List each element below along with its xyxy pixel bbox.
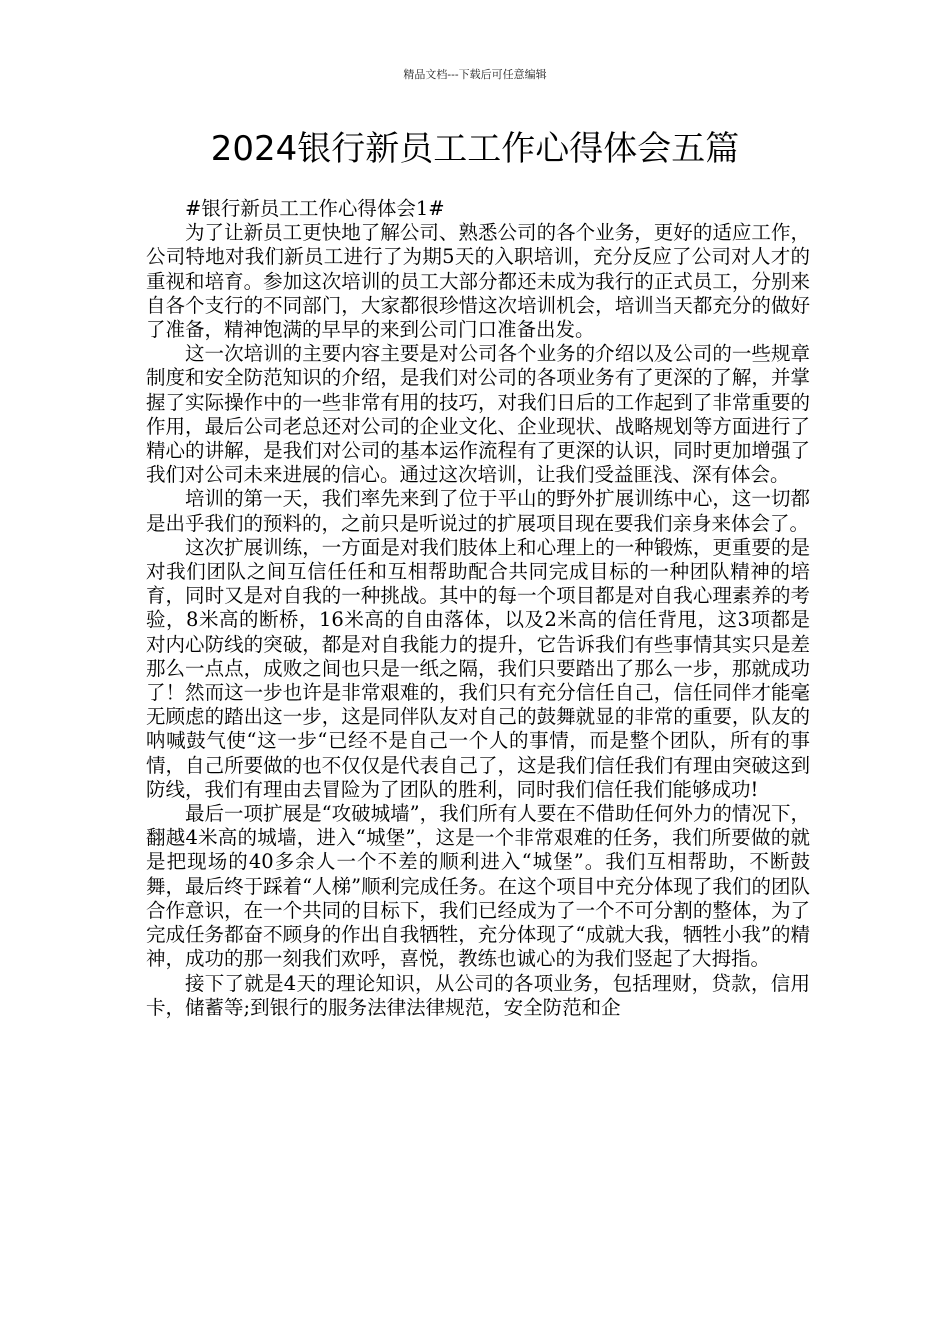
document-body [146, 197, 810, 1020]
paragraph-6: 接下了就是4天的理论知识，从公司的各项业务，包括理财，贷款，信用卡，储蓄等;到银行的服务法律法律规范，安全防范和企 [146, 971, 810, 1019]
paragraph-3: 培训的第一天，我们率先来到了位于平山的野外扩展训练中心，这一切都是出乎我们的预料的，之前只是听说过的扩展项目现在要我们亲身来体会了。 [146, 487, 810, 535]
section-heading: #银行新员工工作心得体会1# [185, 197, 445, 220]
header-note: 精品文档---下载后可任意编辑 [403, 68, 547, 81]
paragraph-5: 最后一项扩展是“攻破城墙”，我们所有人要在不借助任何外力的情况下，翻越4米高的城墙，进入“城堡”，这是一个非常艰难的任务，我们所要做的就是把现场的40多余人一个不差的顺利进入“城堡”。我们互相帮助，不断鼓舞，最后终于踩着“人梯”顺利完成任务。在这个项目中充分体现了我们的团队合作意识，在一个共同的目标下，我们已经成为了一个不可分割的整体，为了完成任务都奋不顾身的作出自我牺牲，充分体现了“成就大我，牺牲小我”的精神，成功的那一刻我们欢呼，喜悦，教练也诚心的为我们竖起了大拇指。 [146, 802, 810, 971]
paragraph-2: 这一次培训的主要内容主要是对公司各个业务的介绍以及公司的一些规章制度和安全防范知识的介绍，是我们对公司的各项业务有了更深的了解，并掌握了实际操作中的一些非常有用的技巧，对我们日后的工作起到了非常重要的作用，最后公司老总还对公司的企业文化、企业现状、战略规划等方面进行了精心的讲解，是我们对公司的基本运作流程有了更深的认识，同时更加增强了我们对公司未来进展的信心。通过这次培训，让我们受益匪浅、深有体会。 [146, 342, 810, 487]
paragraph-4: 这次扩展训练，一方面是对我们肢体上和心理上的一种锻炼，更重要的是对我们团队之间互信任任和互相帮助配合共同完成目标的一种团队精神的培育，同时又是对自我的一种挑战。其中的每一个项目都是对自我心理素养的考验，8米高的断桥，16米高的自由落体，以及2米高的信任背甩，这3项都是对内心防线的突破，都是对自我能力的提升，它告诉我们有些事情其实只是差那么一点点，成败之间也只是一纸之隔，我们只要踏出了那么一步，那就成功了！然而这一步也许是非常艰难的，我们只有充分信任自己，信任同伴才能毫无顾虑的踏出这一步，这是同伴队友对自己的鼓舞就显的非常的重要，队友的呐喊鼓气使“这一步“已经不是自己一个人的事情，而是整个团队，所有的事情，自己所要做的也不仅仅是代表自己了，这是我们信任我们有理由突破这到防线，我们有理由去冒险为了团队的胜利，同时我们信任我们能够成功! [146, 535, 810, 801]
document-title: 2024银行新员工工作心得体会五篇 [210, 129, 740, 169]
paragraph-1: 为了让新员工更快地了解公司、熟悉公司的各个业务，更好的适应工作，公司特地对我们新员工进行了为期5天的入职培训，充分反应了公司对人才的重视和培育。参加这次培训的员工大部分都还未成为我行的正式员工，分别来自各个支行的不同部门，大家都很珍惜这次培训机会，培训当天都充分的做好了准备，精神饱满的早早的来到公司门口准备出发。 [146, 221, 810, 342]
